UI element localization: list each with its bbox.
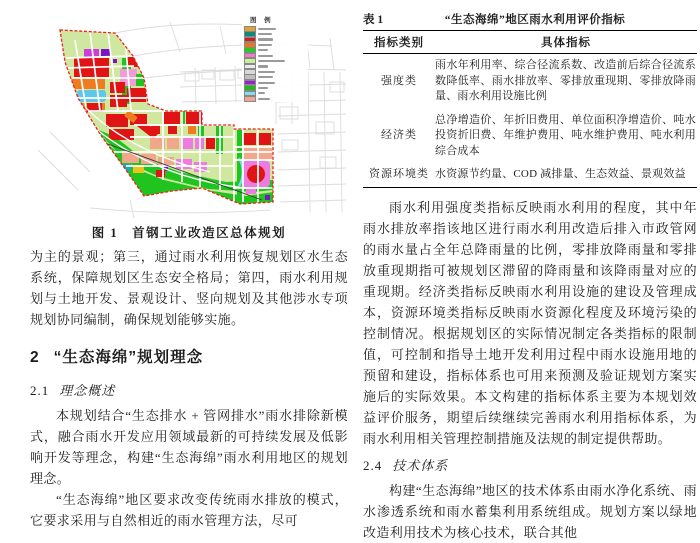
paragraph: 为主的景观；第三，通过雨水利用恢复规划区水生态系统，保障规划区生态安全格局；第四，雨水利用规划与土地开发、景观设计、竖向规划及其他涉水专项规划协同编制，确保规划能够实施。 [30,249,348,327]
column-header: 具体指标 [435,31,697,54]
table-caption [363,12,697,28]
table-title: “生态海绵”地区雨水利用评价指标 [444,14,626,26]
legend-label [258,82,275,84]
subsection-title: 理念概述 [59,383,116,398]
figure-1 [30,12,348,241]
table-row [363,109,697,164]
legend-label [258,98,270,100]
indicator-cell: 总净增造价、年折旧费用、单位面积净增造价、吨水投资折旧费、年维护费用、吨水维护费用、吨水利用综合成本 [435,113,696,157]
legend-label [258,87,268,89]
map-legend [242,17,308,102]
legend-label [258,44,272,46]
legend-swatch [244,96,256,102]
paragraph: 雨水利用强度类指标反映雨水利用的程度，其中年雨水排放率指该地区进行雨水利用改造后排入市政管网的雨水量占全年总降雨量的比例，零排放降雨量和零排放重现期指可被规划区滞留的降雨量和该降雨量对应的重现期。经济类指标反映雨水利用设施的建设及管理成本，资源环境类指标反映雨水资源化程度及环境污染的控制情况。根据规划区的实际情况制定各类指标的限制值，可控制和指导土地开发利用过程中雨水设施用地的预留和建设，指标体系也可用来预测及验证规划方案实施后的实际效果。本文构建的指标体系主要为本规划效益评价服务，期望后续继续完善雨水利用指标体系，为雨水利用相关管理控制措施及法规的制定提供帮助。 [363,199,697,446]
section-heading [30,345,348,367]
legend-label [258,49,268,51]
subsection-heading [363,455,697,474]
paragraph: “生态海绵”地区要求改变传统雨水排放的模式，它要求采用与自然相近的雨水管理方法，尽可 [30,492,348,528]
category-cell: 资源环境类 [369,168,429,180]
legend-label [258,76,273,78]
legend-label [258,65,268,67]
legend-label [258,71,275,73]
legend-label [258,38,273,40]
table-1 [363,12,697,188]
table-header-row [363,31,697,54]
paragraph: 本规划结合“生态排水 + 管网排水”雨水排除新模式，融合雨水开发应用领域最新的可持续发展及低影响开发等理念，构建“生态海绵”雨水利用地区的规划理念。 [30,408,348,486]
column-header: 指标类别 [363,31,435,54]
category-cell: 经济类 [381,129,417,141]
subsection-number: 2.4 [363,457,383,473]
indicator-table [363,30,697,188]
figure-caption: 图 1 首钢工业改造区总体规划 [91,226,287,240]
legend-title: 图 例 [250,17,274,24]
left-column [30,246,348,531]
legend-label [258,28,276,30]
legend-label [258,60,285,62]
section-title: “生态海绵”规划理念 [53,349,204,366]
legend-label [258,92,265,94]
paragraph: 构建“生态海绵”地区的技术体系由雨水净化系统、雨水渗透系统和雨水蓄集利用系统组成。规划方案以绿地改造利用技术为核心技术，联合其他 [363,482,697,540]
table-row [363,54,697,109]
subsection-heading [30,380,348,399]
table-label: 表 1 [363,14,384,26]
indicator-cell: 水资源节约量、COD 减排量、生态效益、景观效益 [435,168,686,180]
legend-rows [244,26,306,101]
subsection-number: 2.1 [30,383,50,398]
subsection-title: 技术体系 [392,457,449,473]
planning-map [30,12,348,218]
legend-label [258,55,273,57]
section-number: 2 [30,349,40,366]
legend-label [258,33,272,35]
category-cell: 强度类 [381,74,417,87]
legend-item [244,96,306,101]
right-column [363,12,697,543]
indicator-cell: 雨水年利用率、综合径流系数、改造前后综合径流系数降低率、雨水排放率、零排放重现期、零排放降雨量、雨水利用设施比例 [435,59,696,102]
table-row [363,163,697,187]
